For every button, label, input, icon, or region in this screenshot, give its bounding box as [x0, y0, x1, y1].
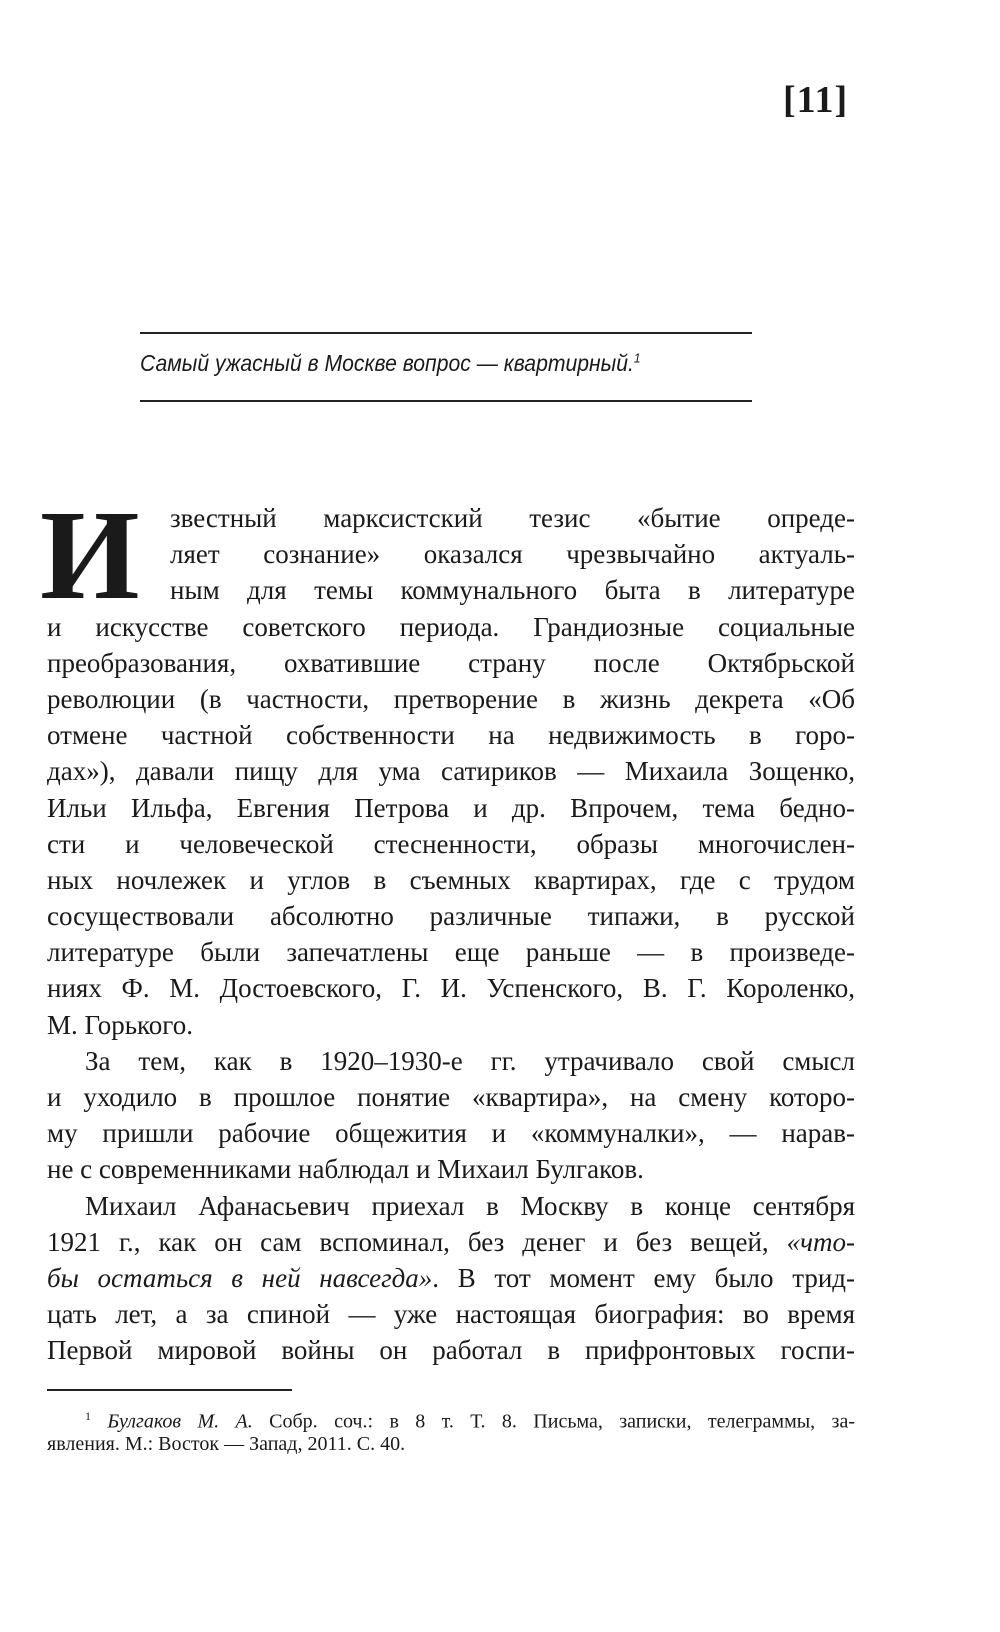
footnote-line: явления. М.: Восток — Запад, 2011. С. 40.: [47, 1433, 406, 1455]
text-line: му пришли рабочие общежития и «коммуналки», — нарав-: [47, 1118, 855, 1149]
page-number: [11]: [783, 79, 849, 121]
text-line: М. Горького.: [47, 1009, 193, 1040]
text-line: [47, 1224, 855, 1260]
footnote-line: [47, 1402, 855, 1433]
footnote-author: Булгаков М. А.: [107, 1410, 253, 1433]
epigraph-top-rule: [140, 332, 752, 334]
italic-quote: бы остаться в ней навсегда»: [47, 1262, 433, 1293]
text-line: Ильи Ильфа, Евгения Петрова и др. Впрочем, тема бедно-: [47, 792, 855, 823]
footnote-number: 1: [85, 1409, 91, 1423]
text-line: [47, 1260, 855, 1296]
text-line: Михаил Афанасьевич приехал в Москву в конце сентября: [85, 1190, 855, 1221]
text-line: преобразования, охватившие страну после Октябрьской: [47, 647, 855, 678]
text-line: литературе были запечатлены еще раньше — в произведе-: [47, 937, 855, 968]
epigraph-bottom-rule: [140, 400, 752, 402]
text-line: отмене частной собственности на недвижимость в горо-: [47, 720, 855, 751]
text-line: ным для темы коммунального быта в литературе: [170, 575, 855, 606]
text-line: цать лет, а за спиной — уже настоящая биография: во время: [47, 1299, 855, 1330]
footnote-ref: 1: [633, 350, 641, 366]
body-text: [47, 500, 855, 1369]
text-line: революции (в частности, претворение в жизнь декрета «Об: [47, 683, 855, 714]
italic-quote: «что-: [786, 1226, 856, 1257]
drop-cap: И: [40, 484, 140, 626]
text-line: ляет сознание» оказался чрезвычайно актуаль-: [170, 539, 855, 570]
text-line: и искусстве советского периода. Грандиозные социальные: [47, 611, 855, 642]
footnote: [47, 1402, 855, 1458]
epigraph-text: Самый ужасный в Москве вопрос — квартирный.: [140, 350, 634, 376]
text-line: дах»), давали пищу для ума сатириков — Михаила Зощенко,: [47, 756, 855, 787]
text-line: За тем, как в 1920–1930-е гг. утрачивало свой смысл: [85, 1045, 855, 1076]
epigraph: [140, 350, 703, 377]
text-segment: 1921 г., как он сам вспоминал, без денег и без вещей,: [47, 1226, 769, 1257]
text-line: сосуществовали абсолютно различные типажи, в русской: [47, 901, 855, 932]
text-line: ниях Ф. М. Достоевского, Г. И. Успенского, В. Г. Короленко,: [47, 973, 855, 1004]
text-line: Первой мировой войны он работал в прифронтовых госпи-: [47, 1335, 855, 1366]
text-line: и уходило в прошлое понятие «квартира», на смену которо-: [47, 1082, 855, 1112]
text-line: звестный марксистский тезис «бытие опреде-: [170, 503, 855, 533]
text-segment: . В тот момент ему было трид-: [432, 1262, 855, 1293]
text-line: не с современниками наблюдал и Михаил Булгаков.: [47, 1154, 644, 1185]
text-line: ных ночлежек и углов в съемных квартирах, где с трудом: [47, 864, 855, 895]
footnote-text: Собр. соч.: в 8 т. Т. 8. Письма, записки, телеграммы, за-: [252, 1410, 855, 1433]
text-line: сти и человеческой стесненности, образы многочислен-: [47, 828, 855, 859]
footnote-rule: [47, 1389, 292, 1391]
